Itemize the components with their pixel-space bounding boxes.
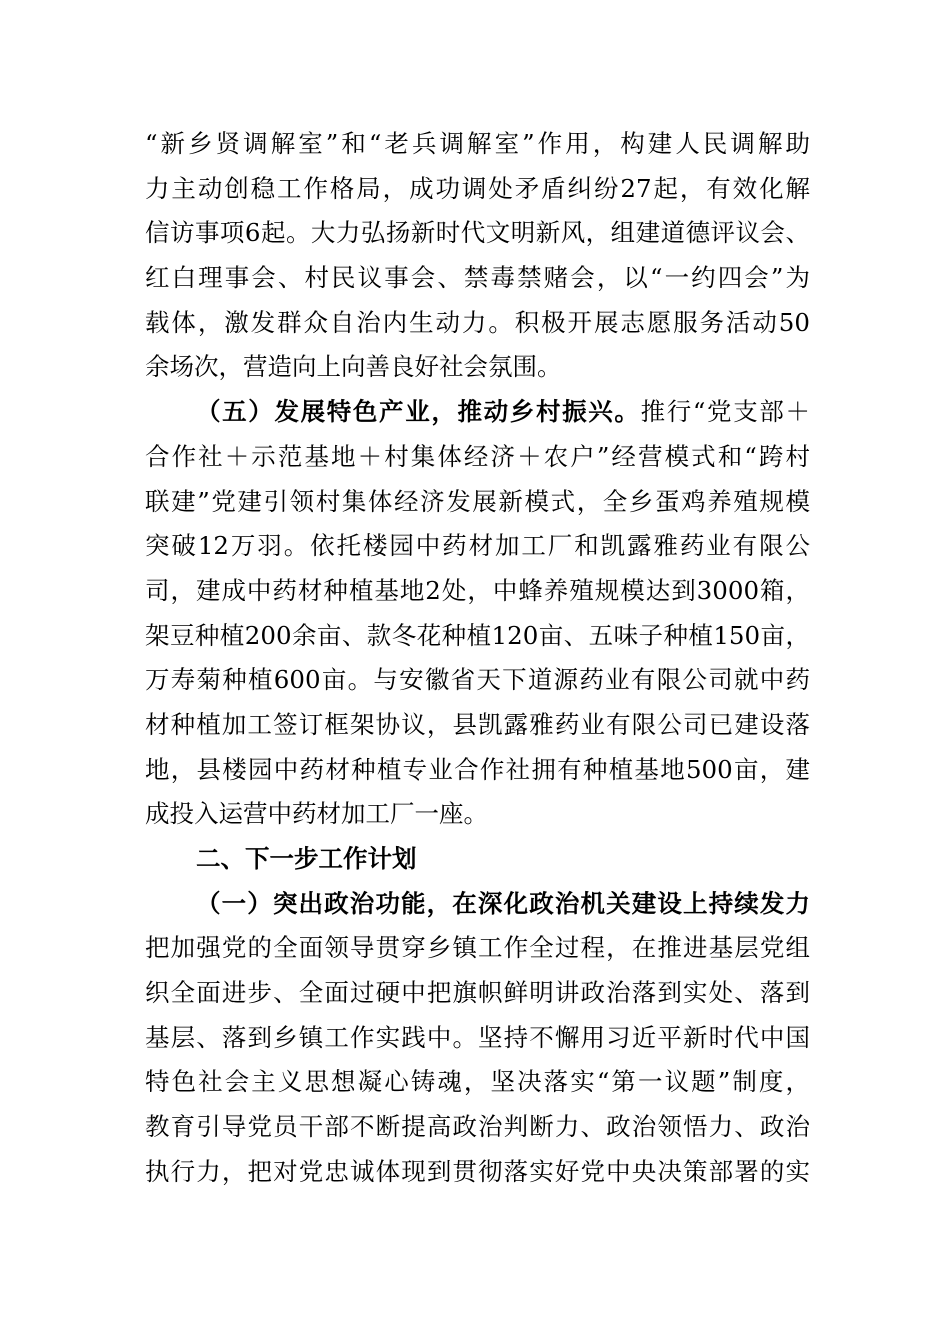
paragraph-line: 联建”党建引领村集体经济发展新模式，全乡蛋鸡养殖规模	[145, 486, 810, 516]
paragraph-line: 地，县楼园中药材种植专业合作社拥有种植基地500亩，建	[145, 754, 810, 784]
section-5-first-line	[145, 390, 810, 435]
paragraph-line: 织全面进步、全面过硬中把旗帜鲜明讲政治落到实处、落到	[145, 978, 810, 1008]
paragraph-line: 基层、落到乡镇工作实践中。坚持不懈用习近平新时代中国	[145, 1022, 810, 1052]
paragraph-line: 信访事项6起。大力弘扬新时代文明新风，组建道德评议会、	[145, 218, 810, 248]
paragraph-line: 司，建成中药材种植基地2处，中蜂养殖规模达到3000箱，	[145, 575, 810, 605]
paragraph-line: 成投入运营中药材加工厂一座。	[145, 799, 488, 829]
paragraph-line: 力主动创稳工作格局，成功调处矛盾纠纷27起，有效化解	[145, 173, 810, 203]
paragraph-line: “新乡贤调解室”和“老兵调解室”作用，构建人民调解助	[145, 129, 810, 158]
section-1-title: （一）突出政治功能，在深化政治机关建设上持续发力	[196, 888, 810, 918]
paragraph-line: 把加强党的全面领导贯穿乡镇工作全过程，在推进基层党组	[145, 933, 810, 963]
paragraph-line: 执行力，把对党忠诚体现到贯彻落实好党中央决策部署的实	[145, 1156, 810, 1186]
paragraph-line: 特色社会主义思想凝心铸魂，坚决落实“第一议题”制度，	[145, 1067, 810, 1097]
paragraph-line: 载体，激发群众自治内生动力。积极开展志愿服务活动50	[145, 307, 810, 337]
section-5-title: （五）发展特色产业，推动乡村振兴。	[196, 397, 641, 427]
paragraph-line: 突破12万羽。依托楼园中药材加工厂和凯露雅药业有限公	[145, 531, 810, 561]
paragraph-line: 材种植加工签订框架协议，县凯露雅药业有限公司已建设落	[145, 709, 810, 739]
paragraph-line: 余场次，营造向上向善良好社会氛围。	[145, 352, 562, 382]
paragraph-line: 教育引导党员干部不断提高政治判断力、政治领悟力、政治	[145, 1112, 810, 1142]
paragraph-line: 红白理事会、村民议事会、禁毒禁赌会，以“一约四会”为	[145, 263, 810, 293]
body-text	[145, 122, 810, 1195]
paragraph-line: 合作社＋示范基地＋村集体经济＋农户”经营模式和“跨村	[145, 441, 810, 471]
section-heading: 二、下一步工作计划	[196, 844, 417, 873]
paragraph-line: 万寿菊种植600亩。与安徽省天下道源药业有限公司就中药	[145, 665, 810, 695]
section-5-text: 推行“党支部＋	[640, 397, 810, 427]
paragraph-line: 架豆种植200余亩、款冬花种植120亩、五味子种植150亩，	[145, 620, 810, 650]
